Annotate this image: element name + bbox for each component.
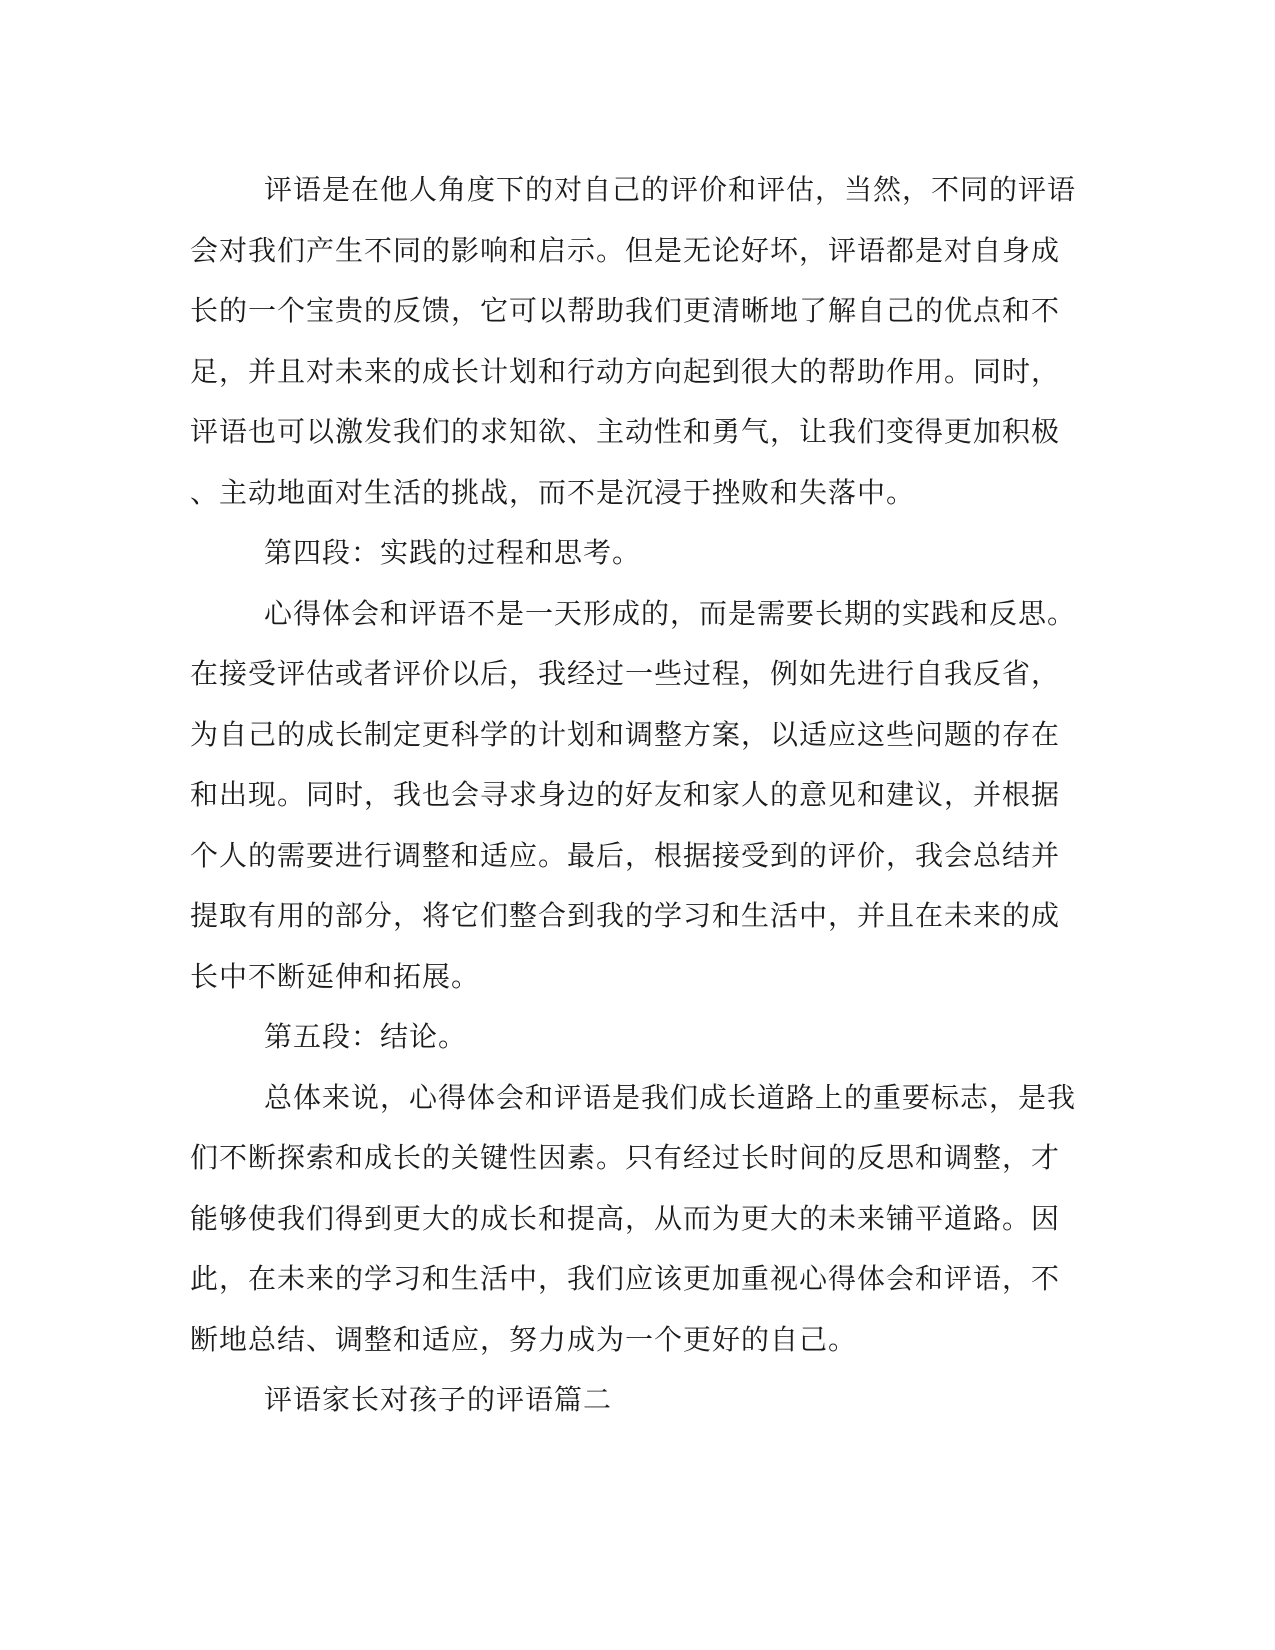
section-heading: 第五段：结论。: [264, 1020, 468, 1053]
text-line: 长的一个宝贵的反馈，它可以帮助我们更清晰地了解自己的优点和不: [190, 294, 1061, 327]
text-line: 此，在未来的学习和生活中，我们应该更加重视心得体会和评语，不: [190, 1262, 1061, 1295]
section-heading: 评语家长对孩子的评语篇二: [264, 1383, 613, 1416]
text-line: 足，并且对未来的成长计划和行动方向起到很大的帮助作用。同时，: [190, 354, 1061, 388]
text-line: 、主动地面对生活的挑战，而不是沉浸于挫败和失落中。: [190, 475, 916, 509]
text-line: 断地总结、调整和适应，努力成为一个更好的自己。: [190, 1322, 858, 1356]
text-line: 为自己的成长制定更科学的计划和调整方案，以适应这些问题的存在: [190, 717, 1061, 751]
text-line: 个人的需要进行调整和适应。最后，根据接受到的评价，我会总结并: [190, 838, 1061, 872]
text-line: 评语也可以激发我们的求知欲、主动性和勇气，让我们变得更加积极: [190, 415, 1061, 448]
text-line: 总体来说，心得体会和评语是我们成长道路上的重要标志，是我: [264, 1080, 1077, 1114]
text-line: 能够使我们得到更大的成长和提高，从而为更大的未来铺平道路。因: [190, 1201, 1061, 1235]
text-line: 提取有用的部分，将它们整合到我的学习和生活中，并且在未来的成: [190, 899, 1061, 932]
section-heading: 第四段：实践的过程和思考。: [264, 536, 642, 569]
text-line: 评语是在他人角度下的对自己的评价和评估，当然，不同的评语: [264, 173, 1077, 206]
text-line: 在接受评估或者评价以后，我经过一些过程，例如先进行自我反省，: [190, 657, 1061, 690]
text-line: 心得体会和评语不是一天形成的，而是需要长期的实践和反思。: [264, 596, 1077, 630]
text-line: 会对我们产生不同的影响和启示。但是无论好坏，评语都是对自身成: [190, 233, 1061, 267]
text-line: 和出现。同时，我也会寻求身边的好友和家人的意见和建议，并根据: [190, 778, 1061, 811]
document-body: [190, 160, 1090, 1431]
text-line: 长中不断延伸和拓展。: [190, 959, 481, 993]
text-line: 们不断探索和成长的关键性因素。只有经过长时间的反思和调整，才: [190, 1141, 1061, 1174]
